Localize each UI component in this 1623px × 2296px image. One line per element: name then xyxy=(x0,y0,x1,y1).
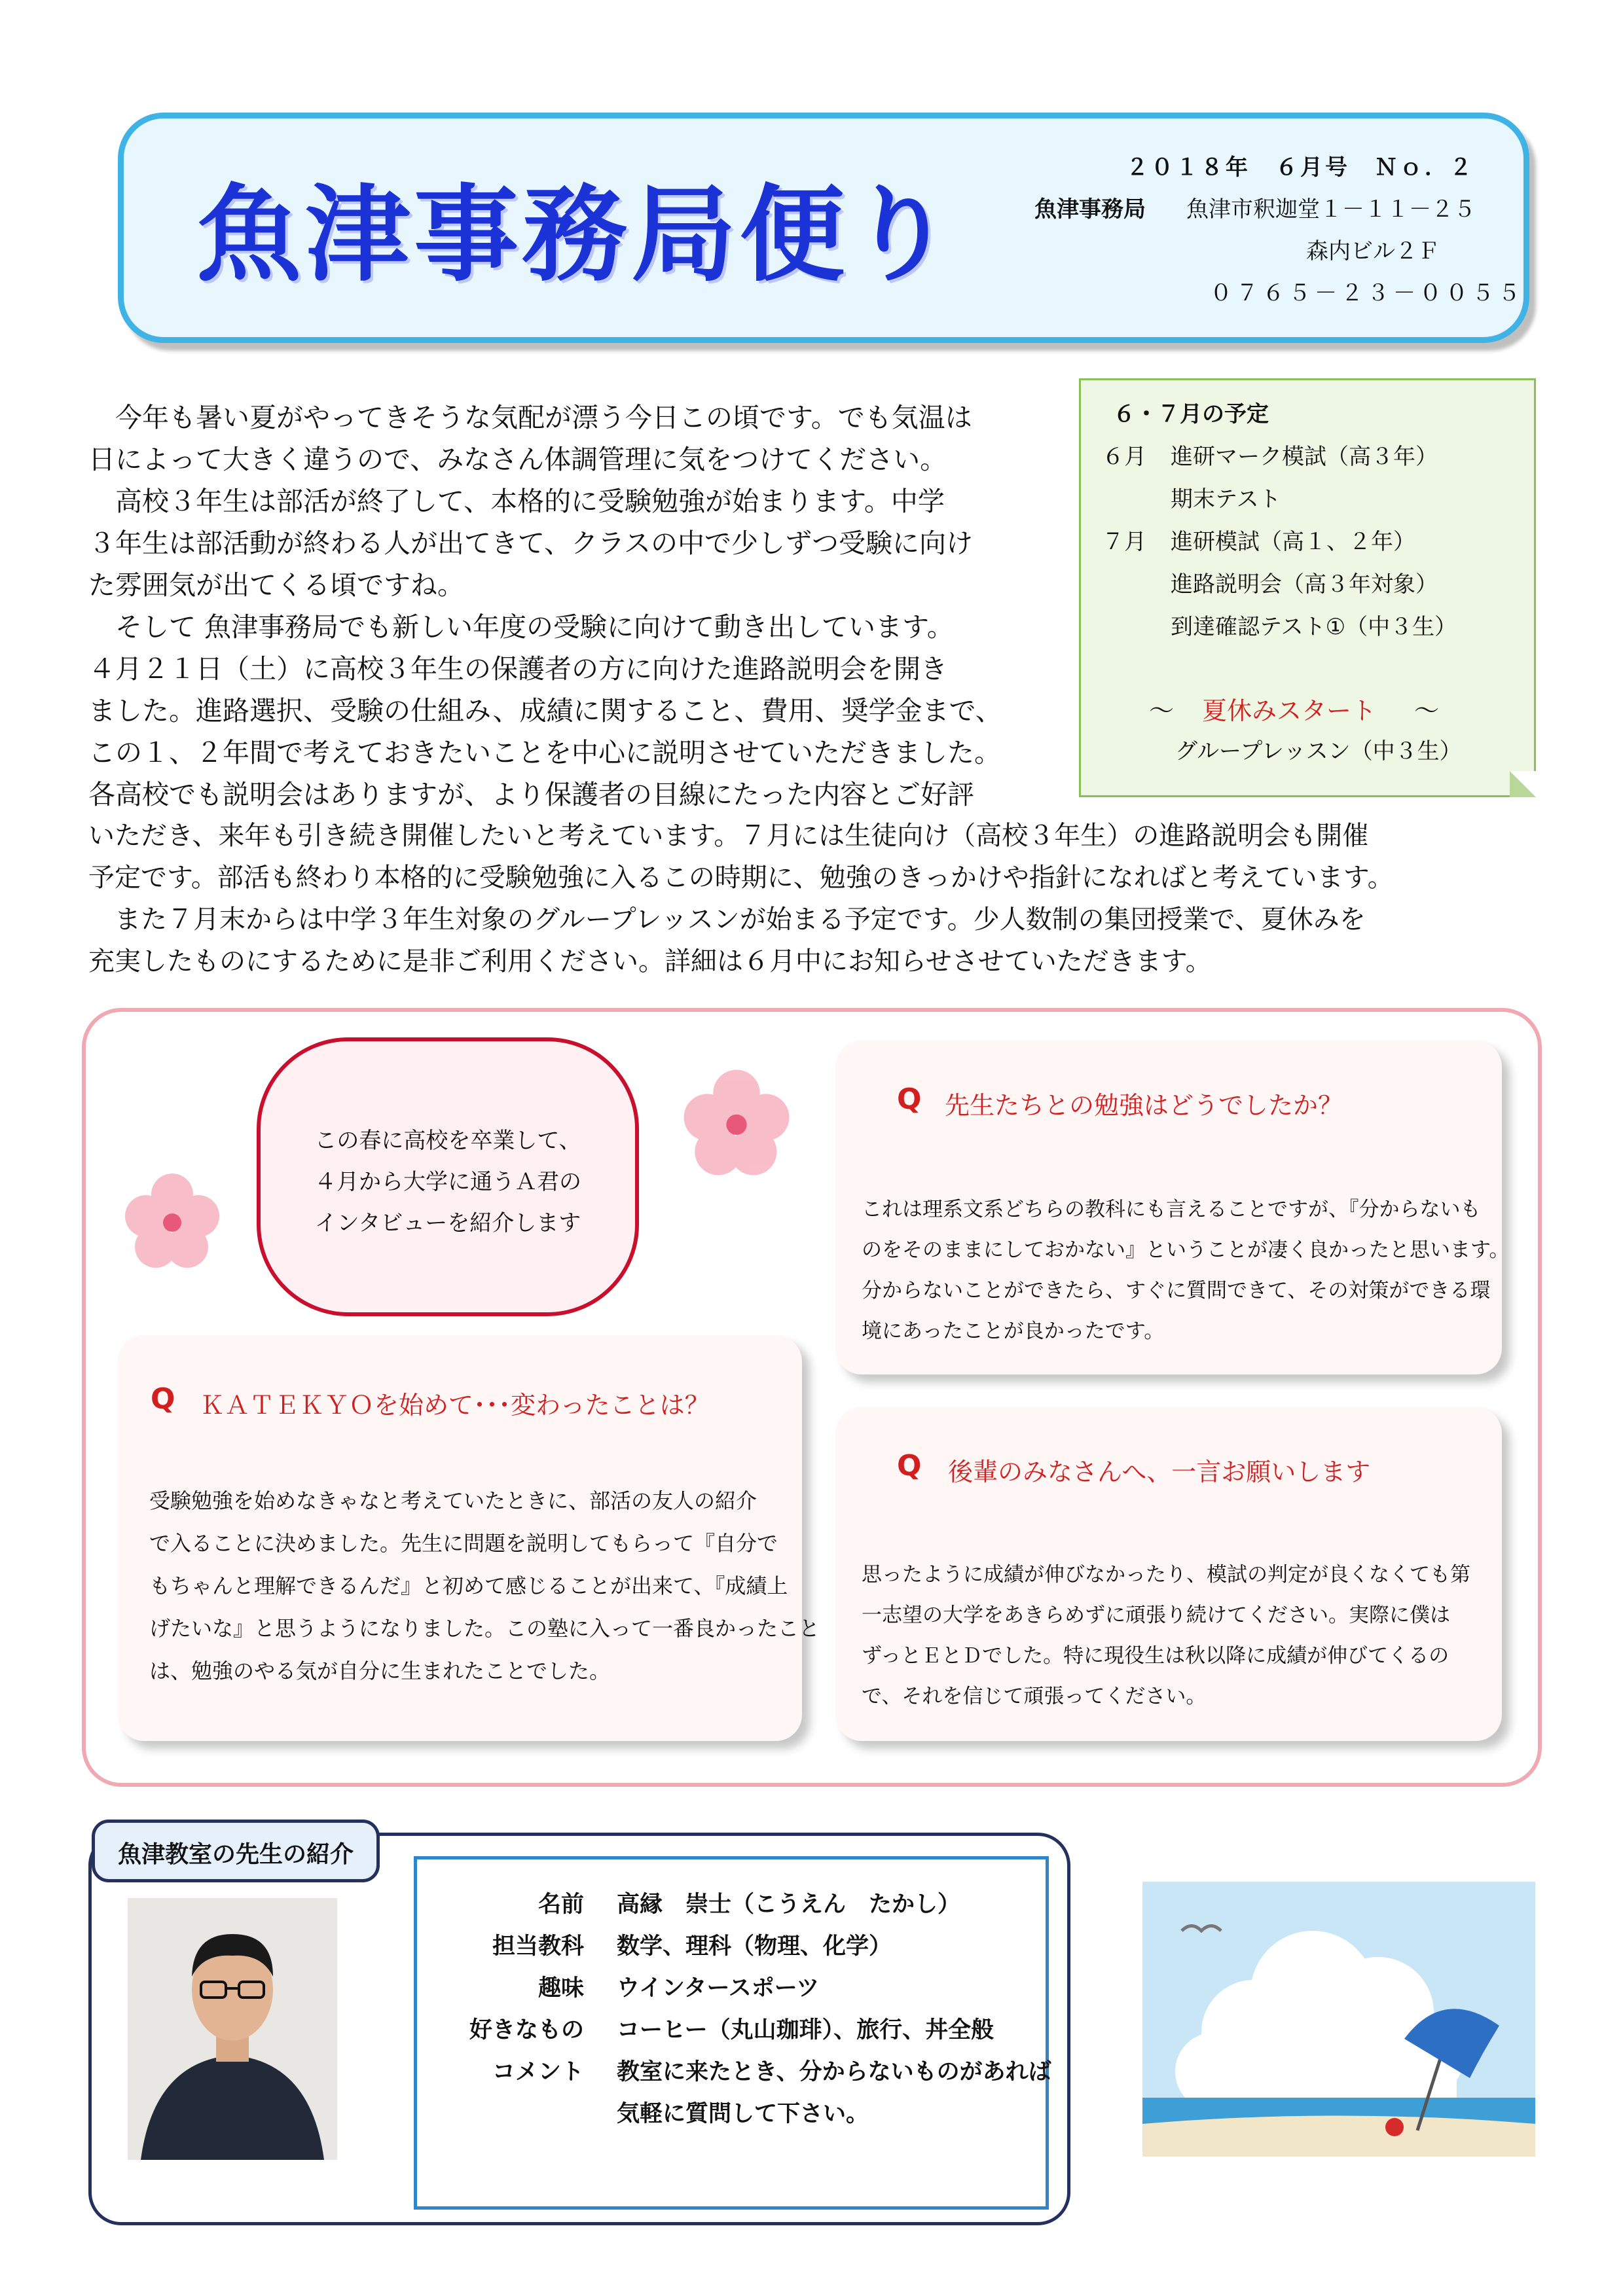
schedule-event: 期末テスト xyxy=(1171,486,1281,512)
teacher-section-title: 魚津教室の先生の紹介 xyxy=(117,1841,354,1868)
schedule-footer: グループレッスン（中３生） xyxy=(1175,738,1462,764)
schedule-event: 進研マーク模試（高３年） xyxy=(1171,444,1438,470)
answer-line: は、勉強のやる気が自分に生まれたことでした。 xyxy=(149,1659,611,1683)
profile-label: コメント xyxy=(492,2059,584,2085)
office-address-building: 森内ビル２Ｆ xyxy=(1306,238,1440,264)
schedule-month: ７月 xyxy=(1102,529,1146,555)
profile-value: ウインタースポーツ xyxy=(617,1975,820,2001)
schedule-event: 到達確認テスト①（中３生） xyxy=(1171,614,1457,640)
answer-line: で入ることに決めました。先生に問題を説明してもらって『自分で xyxy=(149,1531,778,1556)
body-text-line: また７月末からは中学３年生対象のグループレッスンが始まる予定です。少人数制の集団授業で、夏休みを xyxy=(88,905,1366,935)
profile-label: 名前 xyxy=(538,1892,584,1918)
office-phone: ０７６５－２３－００５５ xyxy=(1210,280,1524,306)
answer-line: 分からないことができたら、すぐに質問できて、その対策ができる環 xyxy=(862,1279,1491,1302)
body-text-line: ３年生は部活動が終わる人が出てきて、クラスの中で少しずつ受験に向け xyxy=(88,528,973,559)
issue-number: ２０１８年 ６月号 Ｎｏ．２ xyxy=(1126,154,1474,181)
tilde-left: ～ xyxy=(1149,696,1175,725)
office-name: 魚津事務局 xyxy=(1034,196,1146,223)
answer-line: もちゃんと理解できるんだ』と初めて感じることが出来て、『成績上 xyxy=(149,1573,788,1598)
answer-line: 思ったように成績が伸びなかったり、模試の判定が良くなくても第 xyxy=(862,1563,1470,1587)
schedule-heading: ６・７月の予定 xyxy=(1113,401,1269,427)
answer-line: げたいな』と思うようになりました。この塾に入って一番良かったこと xyxy=(149,1616,820,1641)
answer-line: 境にあったことが良かったです。 xyxy=(862,1319,1165,1343)
question-mark-label: Q xyxy=(897,1083,922,1116)
intro-line: インタビューを紹介します xyxy=(314,1210,581,1236)
body-text-line: この１、２年間で考えておきたいことを中心に説明させていただきました。 xyxy=(88,737,1001,768)
body-text-line: 日によって大きく違うので、みなさん体調管理に気をつけてください。 xyxy=(88,444,947,475)
profile-label: 担当教科 xyxy=(492,1933,584,1960)
tilde-right: ～ xyxy=(1414,696,1440,725)
schedule-month: ６月 xyxy=(1102,444,1146,470)
body-text-line: 各高校でも説明会はありますが、より保護者の目線にたった内容とご好評 xyxy=(88,779,974,810)
profile-label: 趣味 xyxy=(538,1975,584,2001)
intro-line: この春に高校を卒業して、 xyxy=(314,1128,581,1154)
body-text-line: た雰囲気が出てくる頃ですね。 xyxy=(88,569,464,601)
answer-line: 受験勉強を始めなきゃなと考えていたときに、部活の友人の紹介 xyxy=(149,1488,757,1513)
answer-line: のをそのままにしておかない』ということが凄く良かったと思います。 xyxy=(862,1238,1510,1262)
body-text-line: 今年も暑い夏がやってきそうな気配が漂う今日この頃です。でも気温は xyxy=(88,402,972,433)
answer-line: で、それを信じて頑張ってください。 xyxy=(862,1685,1207,1708)
schedule-event: 進研模試（高１、２年） xyxy=(1171,529,1415,555)
cherry-blossom-icon xyxy=(674,1060,799,1185)
body-text-line: ました。進路選択、受験の仕組み、成績に関すること、費用、奨学金まで、 xyxy=(88,695,1002,726)
body-text-line: いただき、来年も引き続き開催したいと考えています。７月には生徒向け（高校３年生）の進路説明会も開催 xyxy=(88,821,1369,851)
question-mark-label: Q xyxy=(151,1382,175,1416)
beach-illustration xyxy=(1142,1882,1535,2157)
teacher-photo xyxy=(128,1898,337,2160)
newsletter-title: 魚津事務局便り xyxy=(196,173,958,296)
body-text-line: そして 魚津事務局でも新しい年度の受験に向けて動き出しています。 xyxy=(88,611,954,643)
profile-value: 気軽に質問して下さい。 xyxy=(617,2101,869,2127)
body-text-line: 充実したものにするために是非ご利用ください。詳細は６月中にお知らせさせていただきます。 xyxy=(88,946,1212,977)
question-mark-label: Q xyxy=(897,1449,922,1482)
answer-line: これは理系文系どちらの教科にも言えることですが、『分からないも xyxy=(862,1198,1481,1221)
profile-value: 数学、理科（物理、化学） xyxy=(617,1933,892,1960)
answer-line: ずっとＥとＤでした。特に現役生は秋以降に成績が伸びてくるの xyxy=(862,1644,1450,1668)
body-text-line: ４月２１日（土）に高校３年生の保護者の方に向けた進路説明会を開き xyxy=(88,653,947,685)
profile-label: 好きなもの xyxy=(469,2017,584,2043)
profile-value: 教室に来たとき、分からないものがあれば xyxy=(617,2059,1051,2085)
body-text-line: 予定です。部活も終わり本格的に受験勉強に入るこの時期に、勉強のきっかけや指針になればと考えています。 xyxy=(88,863,1394,893)
profile-value: コーヒー（丸山珈琲）、旅行、丼全般 xyxy=(617,2017,994,2043)
intro-line: ４月から大学に通うＡ君の xyxy=(314,1169,581,1195)
body-text-line: 高校３年生は部活が終了して、本格的に受験勉強が始まります。中学 xyxy=(88,486,945,517)
note-fold-corner xyxy=(1510,771,1536,797)
office-address: 魚津市釈迦堂１－１１－２５ xyxy=(1186,196,1476,223)
profile-value: 高縁 崇士（こうえん たかし） xyxy=(617,1892,961,1918)
question-text: ＫＡＴＥＫＹＯを始めて･･･変わったことは？ xyxy=(200,1391,710,1420)
cherry-blossom-icon xyxy=(117,1165,228,1276)
question-text: 先生たちとの勉強はどうでしたか？ xyxy=(945,1091,1343,1120)
schedule-event: 進路説明会（高３年対象） xyxy=(1171,571,1438,598)
question-text: 後輩のみなさんへ、一言お願いします xyxy=(948,1458,1371,1486)
summer-start-highlight: 夏休みスタート xyxy=(1202,696,1377,725)
answer-line: 一志望の大学をあきらめずに頑張り続けてください。実際に僕は xyxy=(862,1604,1450,1627)
